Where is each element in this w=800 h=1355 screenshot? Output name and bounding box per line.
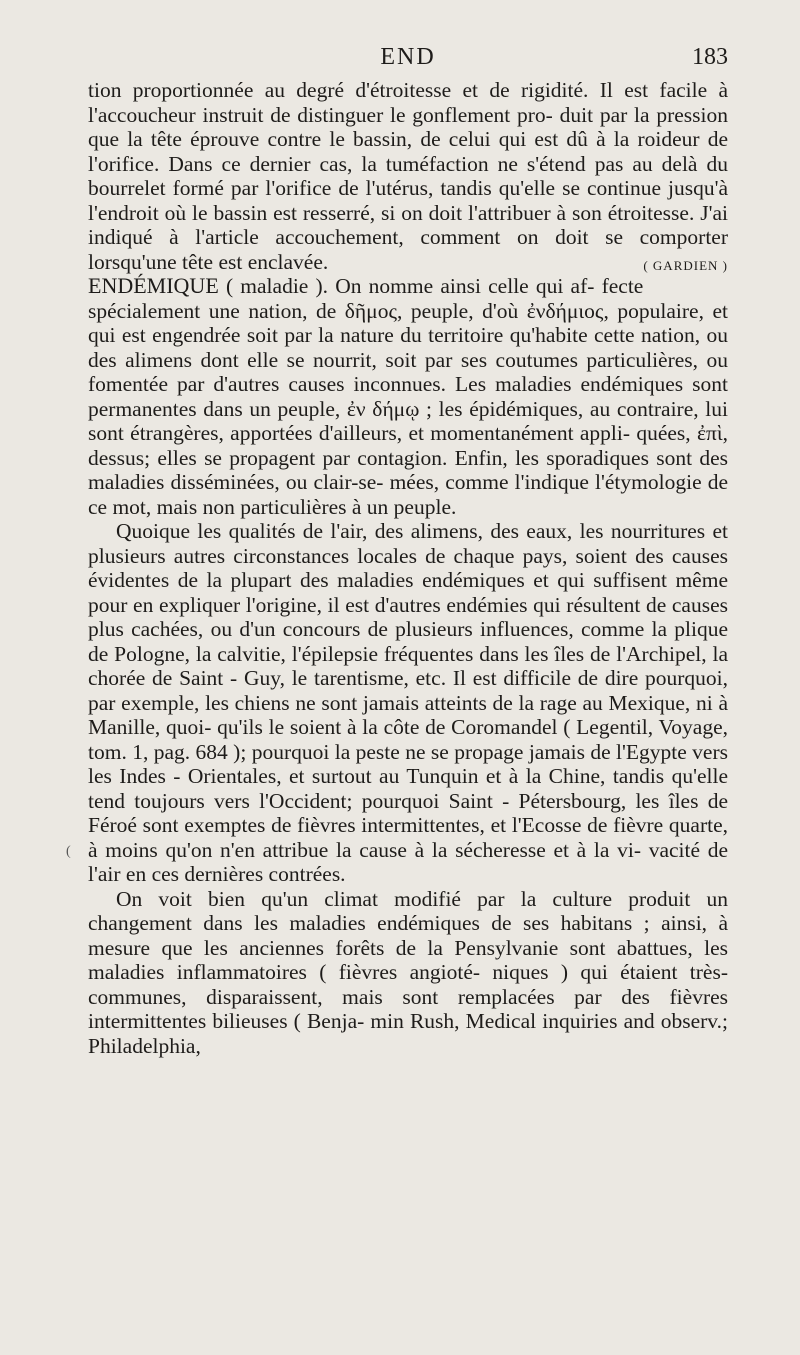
text-line: Pologne, la calvitie, l'épilepsie fréquentes dans les îles de <box>114 641 611 666</box>
text-line: endémiques et qui suffisent même pour en expliquer l'origine, <box>88 568 728 617</box>
text-line: populaire, et qui est engendrée soit par la nature du territoire <box>88 298 728 347</box>
text-line: qu'habite cette nation, ou des alimens dont elle se nourrit, soit <box>88 323 728 372</box>
text-line: changement dans les maladies endémiques de ses habitans ; <box>88 911 650 935</box>
text-line: l'Archipel, la chorée de Saint - Guy, le tarentisme, etc. Il <box>88 641 729 690</box>
margin-mark: ( <box>66 844 71 859</box>
paragraph-causes <box>88 519 728 887</box>
text-line: est difficile de dire pourquoi, par exemple, les chiens ne sont <box>88 666 729 715</box>
text-line: comporter lorsqu'une tête est enclavée. <box>88 225 728 274</box>
page-header <box>88 44 728 78</box>
text-line: la tuméfaction ne s'étend pas au delà du bourrelet formé par <box>88 151 728 200</box>
text-line: tom. 1, pag. 684 ); pourquoi la peste ne se propage jamais <box>88 739 585 764</box>
page-number: 183 <box>692 44 728 70</box>
text-line: celui qui est dû à la roideur de l'orifice. Dans ce dernier cas, <box>88 127 729 176</box>
text-line: sont abattues, les maladies inflammatoires ( fièvres angioté- <box>88 935 728 984</box>
text-line: tion proportionnée au degré d'étroitesse et de rigidité. Il est <box>88 78 649 102</box>
text-line: remplacées par des fièvres intermittentes bilieuses ( Benja- <box>88 984 729 1033</box>
text-line: étrangères, apportées d'ailleurs, et momentanément appli- <box>130 421 631 445</box>
text-line: de l'Egypte vers les Indes - Orientales, et surtout au Tunquin <box>88 739 729 788</box>
body-text <box>88 78 728 1058</box>
text-line: Quoique les qualités de l'air, des alimens, des eaux, les <box>116 519 604 543</box>
text-line: pourquoi Saint - Pétersbourg, les îles de Féroé sont exemptes <box>88 788 729 837</box>
running-head: END <box>380 44 436 70</box>
text-line: inconnues. Les maladies endémiques sont permanentes dans <box>88 372 729 421</box>
text-line: et à la Chine, tandis qu'elle tend toujours vers l'Occident; <box>88 764 728 813</box>
text-line: fecte spécialement une nation, de δῆμος, peuple, d'où ἐνδήμιος, <box>88 274 644 323</box>
paragraph-climat <box>88 887 728 1059</box>
entry-heading: ENDÉMIQUE <box>88 273 219 298</box>
text-line: nourritures et plusieurs autres circonstances locales de chaque <box>88 519 728 568</box>
author-signature: ( GARDIEN ) <box>643 257 728 273</box>
text-line: ou d'un concours de plusieurs influences, comme la plique de <box>88 617 729 666</box>
text-line: duit par la pression que la tête éprouve contre le bassin, de <box>88 102 729 151</box>
text-line: min Rush, Medical inquiries and observ.; Philadelphia, <box>88 1009 729 1058</box>
text-line: mées, comme l'indique l'étymologie de ce mot, mais non <box>88 470 728 519</box>
text-line: un peuple, ἐν δήμῳ ; les épidémiques, au contraire, lui sont <box>88 396 728 445</box>
text-line: il est d'autres endémies qui résultent de causes plus cachées, <box>88 592 729 641</box>
text-line: où le bassin est resserré, si on doit l'attribuer à son étroitesse. <box>164 200 695 225</box>
paragraph-accouchement <box>88 78 728 274</box>
text-line: ainsi, à mesure que les anciennes forêts de la Pensylvanie <box>88 911 729 960</box>
text-line: particulières à un peuple. <box>240 494 457 519</box>
text-line: l'orifice de l'utérus, tandis qu'elle se continue jusqu'à l'endroit <box>88 176 729 225</box>
paragraph-endemique <box>88 274 728 519</box>
text-line: moins qu'on n'en attribue la cause à la sécheresse et à la vi- <box>105 837 641 862</box>
text-line: facile à l'accoucheur instruit de distinguer le gonflement pro- <box>88 78 729 127</box>
text-line: vacité de l'air en ces dernières contrées. <box>88 837 728 886</box>
text-line: On voit bien qu'un climat modifié par la culture produit un <box>116 886 728 911</box>
text-line: par ses coutumes particulières, ou fomentée par d'autres causes <box>88 347 729 396</box>
text-line: qu'ils le soient à la côte de Coromandel ( Legentil, Voyage, <box>217 715 728 739</box>
text-line: jamais atteints de la rage au Mexique, ni à Manille, quoi- <box>88 690 728 739</box>
text-line: quées, ἐπὶ, dessus; elles se propagent par contagion. Enfin, <box>88 421 729 470</box>
text-line: les sporadiques sont des maladies disséminées, ou clair-se- <box>88 445 728 494</box>
text-line: pays, soient des causes évidentes de la plupart des maladies <box>88 543 729 592</box>
text-line: niques ) qui étaient très-communes, disparaissent, mais sont <box>88 960 728 1009</box>
text-line: J'ai indiqué à l'article accouchement, comment on doit se <box>88 200 729 249</box>
text-line: de fièvres intermittentes, et l'Ecosse de fièvre quarte, à <box>88 813 728 862</box>
text-line: ( maladie ). On nomme ainsi celle qui af- <box>225 274 595 298</box>
